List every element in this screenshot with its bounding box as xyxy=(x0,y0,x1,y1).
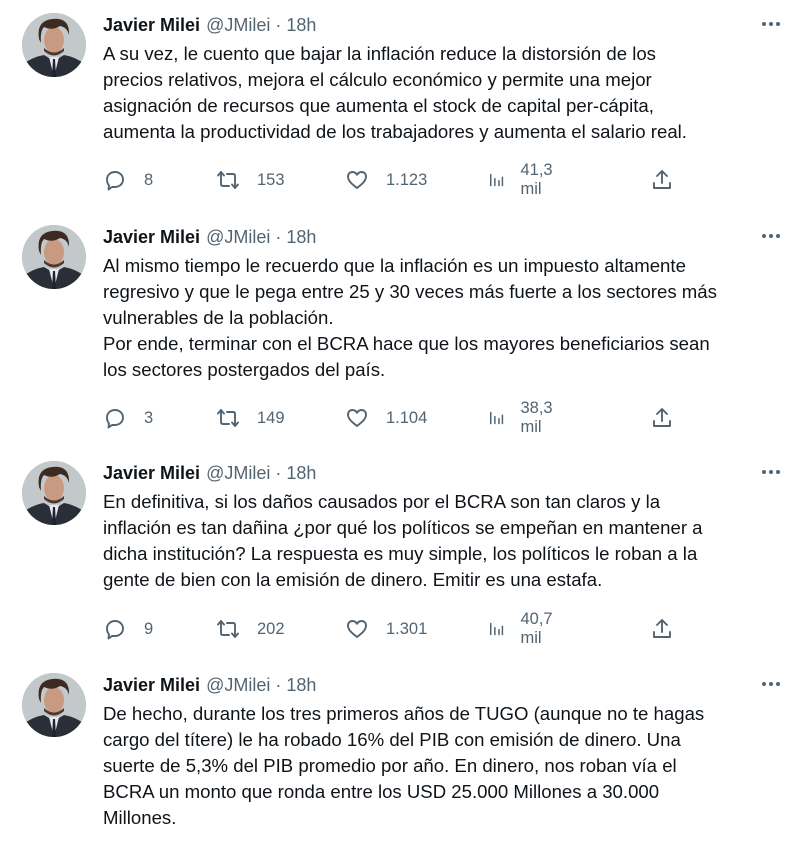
retweet-count: 153 xyxy=(257,170,285,189)
tweet-text xyxy=(103,701,783,831)
retweet-button[interactable] xyxy=(216,403,285,433)
tweet-text-line: precios relativos, mejora el cálculo económico y permite una mejor xyxy=(103,69,652,90)
share-button[interactable] xyxy=(650,614,674,644)
avatar[interactable] xyxy=(22,13,86,77)
tweet-text xyxy=(103,489,783,593)
retweet-icon xyxy=(216,406,240,430)
tweet-text-line: Al mismo tiempo le recuerdo que la inflación es un impuesto altamente xyxy=(103,255,686,276)
more-icon[interactable] xyxy=(757,672,785,696)
retweet-count: 202 xyxy=(257,619,285,638)
views-count: 41,3 mil xyxy=(520,161,553,198)
tweet-text xyxy=(103,41,783,145)
tweet-text-line: En definitiva, si los daños causados por el BCRA son tan claros y la xyxy=(103,491,661,512)
heart-icon xyxy=(345,617,369,641)
tweet-text-line: asignación de recursos que aumenta el stock de capital per-cápita, xyxy=(103,95,654,116)
reply-count: 9 xyxy=(144,619,154,638)
author-name[interactable]: Javier Milei xyxy=(103,226,201,247)
author-handle[interactable]: @JMilei xyxy=(206,462,271,483)
share-icon xyxy=(650,617,674,641)
separator: · xyxy=(275,674,282,695)
views-count: 38,3 mil xyxy=(520,399,553,436)
timestamp[interactable]: 18h xyxy=(286,14,317,35)
reply-icon xyxy=(103,406,127,430)
author-name[interactable]: Javier Milei xyxy=(103,674,201,695)
avatar[interactable] xyxy=(22,461,86,525)
tweet-text-line: regresivo y que le pega entre 25 y 30 veces más fuerte a los sectores más xyxy=(103,281,717,302)
tweet-text-line: De hecho, durante los tres primeros años de TUGO (aunque no te hagas xyxy=(103,703,705,724)
retweet-button[interactable] xyxy=(216,614,285,644)
separator: · xyxy=(275,14,282,35)
views-button[interactable] xyxy=(488,399,560,436)
tweet-text-line: gente de bien con la emisión de dinero. Emitir es una estafa. xyxy=(103,569,603,590)
tweet-text-line: vulnerables de la población. xyxy=(103,307,334,328)
avatar[interactable] xyxy=(22,673,86,737)
retweet-button[interactable] xyxy=(216,165,285,195)
tweet[interactable] xyxy=(0,448,801,660)
author-name[interactable]: Javier Milei xyxy=(103,462,201,483)
views-count: 40,7 mil xyxy=(520,610,553,647)
like-count: 1.123 xyxy=(386,170,428,189)
retweet-count: 149 xyxy=(257,408,285,427)
more-icon[interactable] xyxy=(757,12,785,36)
like-button[interactable] xyxy=(345,614,427,644)
tweet[interactable] xyxy=(0,660,801,847)
heart-icon xyxy=(345,168,369,192)
reply-icon xyxy=(103,617,127,641)
tweet-text-line: BCRA un monto que ronda entre los USD 25.000 Millones a 30.000 xyxy=(103,781,660,802)
tweet-text-line: Millones. xyxy=(103,807,177,828)
share-icon xyxy=(650,168,674,192)
tweet-text-line: cargo del títere) le ha robado 16% del PIB con emisión de dinero. Una xyxy=(103,729,681,750)
author-handle[interactable]: @JMilei xyxy=(206,14,271,35)
tweet[interactable] xyxy=(0,212,801,448)
tweet-text-line: aumenta la productividad de los trabajadores y aumenta el salario real. xyxy=(103,121,687,142)
author-handle[interactable]: @JMilei xyxy=(206,226,271,247)
views-button[interactable] xyxy=(488,610,560,647)
author-name[interactable]: Javier Milei xyxy=(103,14,201,35)
share-button[interactable] xyxy=(650,165,674,195)
views-icon xyxy=(488,406,504,430)
tweet-header xyxy=(103,13,316,37)
timestamp[interactable]: 18h xyxy=(286,674,317,695)
tweet[interactable] xyxy=(0,0,801,212)
separator: · xyxy=(275,226,282,247)
like-button[interactable] xyxy=(345,403,427,433)
timestamp[interactable]: 18h xyxy=(286,462,317,483)
separator: · xyxy=(275,462,282,483)
share-icon xyxy=(650,406,674,430)
tweet-text-line: dicha institución? La respuesta es muy simple, los políticos le roban a la xyxy=(103,543,698,564)
tweet-text-line: Por ende, terminar con el BCRA hace que los mayores beneficiarios sean xyxy=(103,333,710,354)
views-icon xyxy=(488,617,504,641)
heart-icon xyxy=(345,406,369,430)
retweet-icon xyxy=(216,168,240,192)
tweet-text-line: suerte de 5,3% del PIB promedio por año. En dinero, nos roban vía el xyxy=(103,755,677,776)
tweet-text-line: A su vez, le cuento que bajar la inflación reduce la distorsión de los xyxy=(103,43,656,64)
retweet-icon xyxy=(216,617,240,641)
views-icon xyxy=(488,168,504,192)
tweet-header xyxy=(103,461,316,485)
avatar[interactable] xyxy=(22,225,86,289)
reply-icon xyxy=(103,168,127,192)
reply-button[interactable] xyxy=(103,614,153,644)
like-count: 1.104 xyxy=(386,408,428,427)
reply-button[interactable] xyxy=(103,165,153,195)
tweet-text-line: los sectores postergados del país. xyxy=(103,359,386,380)
views-button[interactable] xyxy=(488,161,560,198)
like-count: 1.301 xyxy=(386,619,428,638)
more-icon[interactable] xyxy=(757,460,785,484)
tweet-text-line: inflación es tan dañina ¿por qué los políticos se empeñan en mantener a xyxy=(103,517,703,538)
timestamp[interactable]: 18h xyxy=(286,226,317,247)
more-icon[interactable] xyxy=(757,224,785,248)
author-handle[interactable]: @JMilei xyxy=(206,674,271,695)
tweet-header xyxy=(103,225,316,249)
tweet-header xyxy=(103,673,316,697)
like-button[interactable] xyxy=(345,165,427,195)
reply-count: 8 xyxy=(144,170,154,189)
reply-count: 3 xyxy=(144,408,154,427)
reply-button[interactable] xyxy=(103,403,153,433)
tweet-text xyxy=(103,253,783,383)
share-button[interactable] xyxy=(650,403,674,433)
